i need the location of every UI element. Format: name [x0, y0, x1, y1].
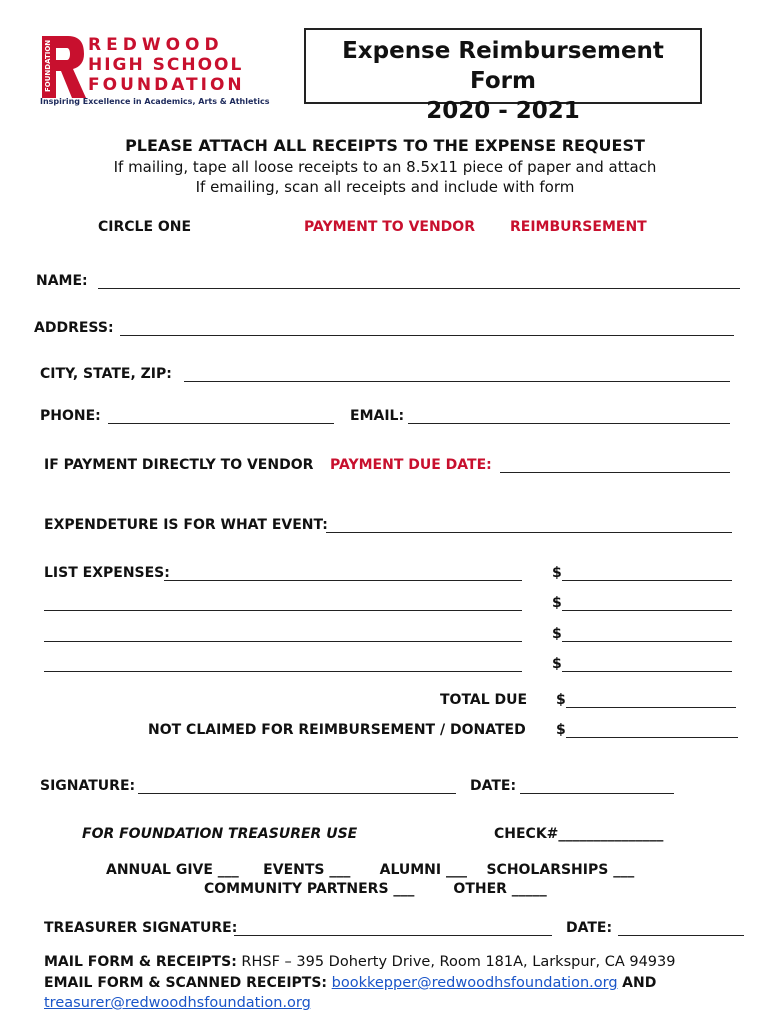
- signature-label: SIGNATURE:: [40, 778, 136, 794]
- treasurer-signature-label: TREASURER SIGNATURE:: [44, 920, 238, 936]
- vendor-label: IF PAYMENT DIRECTLY TO VENDOR: [44, 457, 314, 473]
- total-due-dollar: $: [556, 692, 566, 708]
- expense-line-3[interactable]: [44, 641, 522, 642]
- event-field[interactable]: [326, 532, 732, 533]
- treasurer-email-line: [44, 995, 311, 1011]
- expense-amount-4[interactable]: [562, 671, 732, 672]
- treasurer-use-label: FOR FOUNDATION TREASURER USE: [82, 826, 358, 842]
- mail-label: MAIL FORM & RECEIPTS:: [44, 954, 237, 970]
- not-claimed-label: NOT CLAIMED FOR REIMBURSEMENT / DONATED: [148, 722, 526, 738]
- expense-line-4[interactable]: [44, 671, 522, 672]
- logo-line-redwood: REDWOOD: [88, 35, 224, 55]
- option-reimbursement[interactable]: REIMBURSEMENT: [510, 219, 647, 235]
- expense-amount-2-dollar: $: [552, 595, 562, 611]
- total-due-label: TOTAL DUE: [440, 692, 528, 708]
- treasurer-signature-field[interactable]: [234, 935, 552, 936]
- form-title-box: [304, 28, 702, 124]
- logo-side-text: FOUNDATION: [44, 39, 52, 92]
- expense-amount-1[interactable]: [562, 580, 732, 581]
- phone-field[interactable]: [108, 423, 334, 424]
- email-receipts-label: EMAIL FORM & SCANNED RECEIPTS:: [44, 975, 328, 991]
- instructions-mailing: If mailing, tape all loose receipts to an 8.5x11 piece of paper and attach: [113, 158, 657, 176]
- instructions-emailing: If emailing, scan all receipts and include with form: [195, 178, 575, 196]
- treasurer-date-label: DATE:: [566, 920, 613, 936]
- address-label: ADDRESS:: [34, 320, 114, 336]
- logo-line-foundation: FOUNDATION: [88, 75, 245, 95]
- city-state-zip-label: CITY, STATE, ZIP:: [40, 366, 172, 382]
- signature-field[interactable]: [138, 793, 456, 794]
- name-label: NAME:: [36, 273, 88, 289]
- check-number-field[interactable]: CHECK#_______________: [494, 826, 664, 842]
- bookkeeper-email-link[interactable]: bookkepper@redwoodhsfoundation.org: [331, 975, 618, 991]
- logo-tagline: Inspiring Excellence in Academics, Arts & Athletics: [40, 97, 270, 106]
- not-claimed-dollar: $: [556, 722, 566, 738]
- expense-amount-3-dollar: $: [552, 626, 562, 642]
- circle-one-label: CIRCLE ONE: [98, 219, 192, 235]
- logo-line-high-school: HIGH SCHOOL: [88, 55, 244, 75]
- form-title: Expense Reimbursement Form: [342, 38, 664, 94]
- expense-amount-4-dollar: $: [552, 656, 562, 672]
- expense-amount-1-dollar: $: [552, 565, 562, 581]
- treasurer-email-link[interactable]: treasurer@redwoodhsfoundation.org: [44, 995, 311, 1011]
- event-label: EXPENDETURE IS FOR WHAT EVENT:: [44, 517, 328, 533]
- list-expenses-label: LIST EXPENSES:: [44, 565, 170, 581]
- and-label: AND: [622, 975, 657, 991]
- name-field[interactable]: [98, 288, 740, 289]
- email-line: [44, 975, 656, 991]
- date-label: DATE:: [470, 778, 517, 794]
- email-label: EMAIL:: [350, 408, 405, 424]
- treasurer-categories-row1: ANNUAL GIVE ___ EVENTS ___ ALUMNI ___ SCHOLARSHIPS ___: [106, 862, 635, 878]
- mail-line: [44, 954, 676, 970]
- treasurer-date-field[interactable]: [618, 935, 744, 936]
- email-field[interactable]: [408, 423, 730, 424]
- payment-due-date-field[interactable]: [500, 472, 730, 473]
- date-field[interactable]: [520, 793, 674, 794]
- address-field[interactable]: [120, 335, 734, 336]
- mail-address: RHSF – 395 Doherty Drive, Room 181A, Larkspur, CA 94939: [241, 954, 676, 970]
- expense-line-2[interactable]: [44, 610, 522, 611]
- payment-due-date-label: PAYMENT DUE DATE:: [330, 457, 492, 473]
- phone-label: PHONE:: [40, 408, 101, 424]
- expense-amount-3[interactable]: [562, 641, 732, 642]
- treasurer-categories-row2: COMMUNITY PARTNERS ___ OTHER _____: [204, 881, 547, 897]
- total-due-field[interactable]: [566, 707, 736, 708]
- city-state-zip-field[interactable]: [184, 381, 730, 382]
- form-year: 2020 - 2021: [426, 98, 580, 124]
- expense-amount-2[interactable]: [562, 610, 732, 611]
- option-payment-to-vendor[interactable]: PAYMENT TO VENDOR: [304, 219, 475, 235]
- instructions-heading: PLEASE ATTACH ALL RECEIPTS TO THE EXPENSE REQUEST: [125, 136, 645, 155]
- expense-line-1[interactable]: [164, 580, 522, 581]
- not-claimed-field[interactable]: [566, 737, 738, 738]
